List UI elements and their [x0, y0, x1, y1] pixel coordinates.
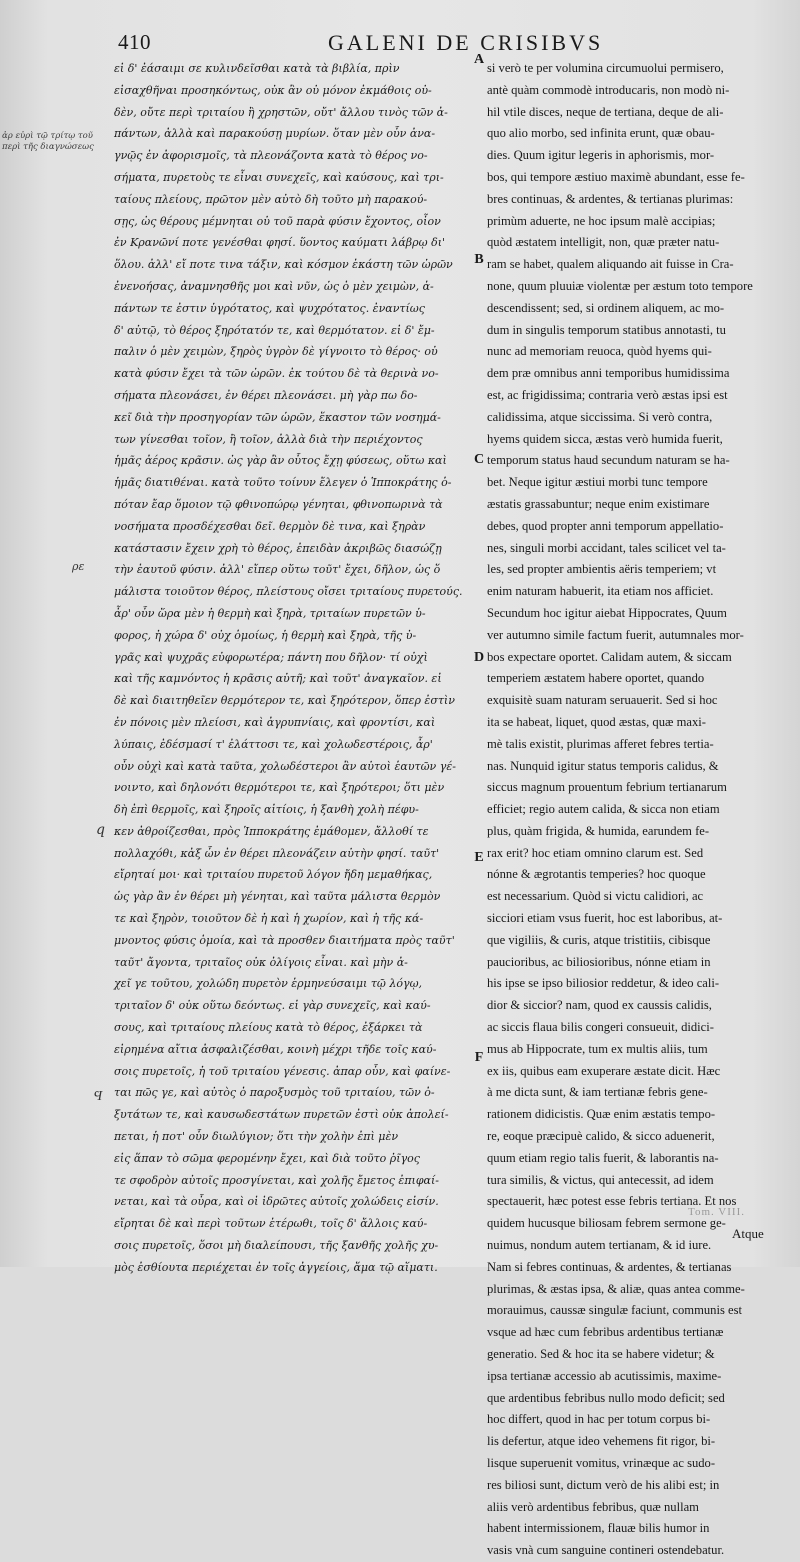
section-letter-f: F	[474, 1050, 484, 1065]
section-letter-e: E	[474, 850, 484, 865]
latin-text-line: generatio. Sed & hoc ita se habere videtur; &	[487, 1347, 715, 1362]
greek-text-line: σοις πυρετοῖς, ἡ τοῦ τριταίου γένεσις. ἀπαρ οὖν, καὶ φαίνε-	[114, 1064, 451, 1078]
section-letter-b: B	[474, 252, 484, 267]
greek-text-line: δὲν, οὔτε περὶ τριταίου ἢ χρηστῶν, οὔτ' ἄλλου τινὸς τῶν ἀ-	[114, 105, 448, 119]
greek-text-line: ταῦτ' ἄγοντα, τριταῖος οὐκ ὀλίγοις εἶναι. καὶ μὴν ἀ-	[114, 955, 408, 969]
greek-text-line: νεται, καὶ τὰ οὖρα, καὶ οἱ ἱδρῶτες αὐτοῖς χολώδεις εἰσίν.	[114, 1195, 439, 1209]
page-number: 410	[118, 30, 151, 54]
latin-text-line: mus ab Hippocrate, tum ex multis aliis, tum	[487, 1041, 708, 1056]
latin-text-line: nuimus, nondum autem tertianam, & id iure.	[487, 1238, 712, 1253]
latin-text-line: descendissent; sed, si ordinem aliquem, ac mo-	[487, 300, 725, 315]
latin-text-line: que vigiliis, & curis, atque tristitiis, cibisque	[487, 932, 711, 947]
greek-text-line: ἐν πόνοις μὲν πλείοσι, καὶ ἀγρυπνίαις, καὶ φροντίσι, καὶ	[114, 715, 436, 729]
latin-text-line: vasis vnà cum sanguine contineri ostendebatur.	[487, 1543, 725, 1558]
latin-text-line: tura similis, & victus, qui antecessit, ad idem	[487, 1172, 714, 1187]
greek-text-line: εἴρηταί μοι· καὶ τριταίου πυρετοῦ λόγον ἤδη μεμαθήκας,	[114, 868, 433, 882]
greek-text-line: δὲ καὶ διαιτηθεῖεν θερμότερον τε, καὶ ξηρότερον, ὅπερ ἐστὶν	[114, 694, 455, 708]
greek-text-line: των γίνεσθαι τοῖον, ἢ τοῖον, ἀλλὰ διὰ τὴν περιέχοντος	[114, 432, 423, 446]
latin-text-line: les, sed propter ambientis aëris temperiem; vt	[487, 562, 717, 577]
greek-text-line: δ' αὐτῷ, τὸ θέρος ξηρότατόν τε, καὶ θερμότατον. εἰ δ' ἔμ-	[114, 323, 435, 337]
latin-text-line: quidem hucusque biliosam febrem sermone ge-	[487, 1216, 726, 1231]
latin-text-line: vsque ad hæc cum febribus ardentibus tertianæ	[487, 1325, 724, 1340]
greek-text-line: κατὰ φύσιν ἔχει τὰ τῶν ὡρῶν. ἐκ τούτου δὲ τὰ θερινὰ νο-	[114, 367, 439, 381]
latin-text-line: ac siccis flaua bilis congeri consueuit, didici-	[487, 1020, 714, 1035]
greek-text-line: χεῖ γε τοῦτου, χολώδη πυρετὸν ἑρμηνεύσαιμι τῷ λόγῳ,	[114, 977, 423, 991]
latin-text-column	[487, 58, 787, 1562]
section-letter-d: D	[473, 650, 485, 665]
library-stamp: Tom. VIII.	[688, 1206, 745, 1218]
latin-text-line: aliis verò ardentibus febribus, quæ nullam	[487, 1499, 699, 1514]
greek-text-line: σήματα, πυρετοὺς τε εἶναι συνεχεῖς, καὶ καύσους, καὶ τρι-	[114, 170, 444, 184]
section-letter-a: A	[473, 52, 485, 67]
greek-text-line: εἰ δ' ἐάσαιμι σε κυλινδεῖσθαι κατὰ τὰ βιβλία, πρὶν	[114, 62, 400, 75]
greek-text-column	[114, 58, 474, 1279]
latin-text-line: quum etiam regio talis fuerit, & laborantis na-	[487, 1150, 719, 1165]
latin-text-line: re, eoque præcipuè calido, & sicco aduenerit,	[487, 1129, 715, 1144]
latin-text-line: temporum status haud secundum naturam se ha-	[487, 453, 730, 468]
greek-text-line: σήματα πλεονάσει, ἐν θέρει πλεονάσει. μὴ γὰρ πω δο-	[114, 388, 418, 402]
latin-text-line: Secundum hoc igitur aiebat Hippocrates, Quum	[487, 605, 727, 620]
greek-text-line: τε καὶ ξηρὸν, τοιοῦτον δὲ ἡ καὶ ἡ χωρίον, καὶ ἡ τῆς κά-	[114, 912, 424, 926]
latin-text-line: ram se habet, qualem aliquando ait fuisse in Cra-	[487, 257, 734, 272]
greek-text-line: καὶ τῆς καμνόντος ἡ κρᾶσις αὐτῆ; καὶ τοῦτ' ἀναγκαῖον. εἰ	[114, 672, 442, 686]
greek-text-line: δὴ ἐπὶ θερμοῖς, καὶ ξηροῖς αἰτίοις, ἡ ξανθὴ χολὴ πέφυ-	[114, 803, 419, 817]
greek-text-line: τε σφοδρὸν αὐτοῖς προσγίνεται, καὶ χολῆς ἔμετος ἐπιφαί-	[114, 1173, 440, 1187]
greek-text-line: τριταῖον δ' οὐκ οὕτω δεόντως. εἰ γὰρ συνεχεῖς, καὶ καύ-	[114, 999, 431, 1013]
latin-text-line: à me dicta sunt, & iam tertianæ febris gene-	[487, 1085, 708, 1100]
latin-text-line: calidissima, atque siccissima. Si verò contra,	[487, 409, 713, 424]
latin-text-line: mè talis existit, plurimas afferet febres tertia-	[487, 736, 714, 751]
latin-text-line: none, quum pluuiæ violentæ per æstum toto tempore	[487, 278, 753, 293]
latin-text-line: enim naturam habuerit, ita etiam nos afficiet.	[487, 584, 714, 599]
latin-text-line: dior & siccior? nam, quod ex caussis calidis,	[487, 998, 712, 1013]
latin-text-line: sicciori etiam vsus fuerit, hoc est laboribus, at-	[487, 911, 723, 926]
latin-text-line: bet. Neque igitur æstiui morbi tunc tempore	[487, 475, 708, 490]
greek-text-line: σοις πυρετοῖς, ὅσοι μὴ διαλείπουσι, τῆς ξανθῆς χολῆς χυ-	[114, 1239, 439, 1253]
latin-text-line: morauimus, caussæ singulæ faciunt, communis est	[487, 1303, 742, 1318]
greek-text-line: εἰρημένα αἴτια ἀσφαλιζέσθαι, κοινὴ μέχρι τῆδε τοῖς καύ-	[114, 1042, 437, 1056]
greek-text-line: ξυτάτων τε, καὶ καυσωδεστάτων πυρετῶν ἐστὶ οὐκ ἀπολεί-	[114, 1108, 449, 1122]
latin-text-line: his ipse se ipso biliosior reddetur, & ideo cali-	[487, 976, 720, 991]
greek-text-line: λύπαις, ἐδέσμασί τ' ἐλάττοσι τε, καὶ χολωδεστέροις, ἆρ'	[114, 737, 433, 751]
latin-text-line: nónne & ægrotantis temperies? hoc quoque	[487, 867, 706, 882]
latin-text-line: hyems quidem sicca, æstas verò humida fuerit,	[487, 431, 723, 446]
latin-text-line: efficiet; regio autem calida, & sicca non etiam	[487, 802, 720, 817]
latin-text-line: nunc ad memoriam reuoca, quòd hyems qui-	[487, 344, 712, 359]
latin-text-line: lis defertur, atque ideo vehemens fit rigor, bi-	[487, 1434, 716, 1449]
latin-text-line: quòd æstatem intelligit, non, quæ præter natu-	[487, 235, 720, 250]
latin-text-line: antè quàm commodè introducaris, non modò ni-	[487, 82, 730, 97]
greek-text-line: ἐν Κρανῶνί ποτε γενέσθαι φησί. ὕοντος καύματι λάβρῳ δι'	[114, 236, 446, 250]
latin-text-line: dem præ omnibus anni temporibus humidissima	[487, 366, 730, 381]
latin-text-line: rationem didicistis. Quæ enim æstatis tempo-	[487, 1107, 716, 1122]
greek-text-line: κατάστασιν ἔχειν χρὴ τὸ θέρος, ἐπειδὰν ἀκριβῶς διασώζῃ	[114, 541, 442, 555]
latin-text-line: ita se habeat, liquet, quod æstas, quæ maxi-	[487, 714, 706, 729]
greek-text-line: εἰσαχθῆναι προσηκόντως, οὐκ ἂν οὐ μόνον ἐκμάθοις οὐ-	[114, 83, 432, 97]
running-head: GALENI DE CRISIBVS	[328, 30, 604, 55]
greek-text-line: κεν ἀθροίζεσθαι, πρὸς Ἱπποκράτης ἐμάθομεν, ἄλλοθί τε	[114, 824, 429, 838]
latin-text-line: paucioribus, ac biliosioribus, nónne etiam in	[487, 954, 711, 969]
greek-text-line: σῃς, ὡς θέρους μέμνηται οὐ τοῦ παρὰ φύσιν ἔχοντος, οἷον	[114, 214, 441, 228]
catchword: Atque	[732, 1226, 764, 1241]
greek-text-line: γρᾶς καὶ ψυχρᾶς εὐφορωτέρα; πάντη που δῆλον· τί οὐχὶ	[114, 650, 428, 664]
greek-text-line: εἰς ἅπαν τὸ σῶμα φερομένην ἔχει, καὶ διὰ τοῦτο ῥῖγος	[114, 1151, 420, 1165]
latin-text-line: temperiem æstatem habere oportet, quando	[487, 671, 705, 686]
greek-text-line: ἆρ' οὖν ὥρα μὲν ἡ θερμὴ καὶ ξηρὰ, τριταίων πυρετῶν ὑ-	[114, 606, 426, 620]
greek-text-line: πάντων τε ἐστιν ὑγρότατος, καὶ ψυχρότατος. ἐναντίως	[114, 301, 425, 315]
greek-text-line: γνῷς ἐν ἀφορισμοῖς, τὰ πλεονάζοντα κατὰ τὸ θέρος νο-	[114, 149, 428, 163]
greek-text-line: πολλαχόθι, κἀξ ὧν ἐν θέρει πλεονάζειν αὐτὴν φησί. ταῦτ'	[114, 846, 440, 860]
latin-text-line: est necessarium. Quòd si victu calidiori, ac	[487, 889, 704, 904]
greek-text-line: πόταν ἔαρ ὅμοιον τῷ φθινοπώρῳ γένηται, φθινοπωρινὰ τὰ	[114, 497, 443, 511]
greek-text-line: νοσήματα προσδέχεσθαι δεῖ. θερμὸν δὲ τινα, καὶ ξηρὰν	[114, 519, 426, 533]
greek-text-line: πάντων, ἀλλὰ καὶ παρακούσῃ μυρίων. ὅταν μὲν οὖν ἀνα-	[114, 127, 436, 141]
latin-text-line: siccus magnum prouentum febrium tertianarum	[487, 780, 727, 795]
greek-text-line: μάλιστα τοιοῦτον θέρος, πλείστους οἴσει τριταίους πυρετούς.	[114, 585, 463, 599]
latin-text-line: que ardentibus febribus nullo modo deficit; sed	[487, 1390, 725, 1405]
latin-text-line: res biliosi sunt, dictum verò de his alibi est; in	[487, 1477, 720, 1492]
page-header	[118, 30, 778, 58]
latin-text-line: quo alio morbo, sed infinita erunt, quæ obau-	[487, 126, 715, 141]
latin-text-line: plus, quàm frigida, & humida, earundem fe-	[487, 823, 710, 838]
greek-text-line: πεται, ἡ ποτ' οὖν διωλύγιον; ὅτι τὴν χολὴν ἐπὶ μὲν	[114, 1130, 399, 1144]
latin-text-line: habent intermissionem, flauæ bilis humor in	[487, 1521, 710, 1536]
latin-text-line: si verò te per volumina circumuolui permisero,	[487, 61, 724, 75]
greek-text-line: ται πῶς γε, καὶ αὐτὸς ὁ παροξυσμὸς τοῦ τριταίου, τῶν ὀ-	[114, 1086, 435, 1100]
latin-text-line: nas. Nunquid igitur status temporis calidus, &	[487, 758, 719, 773]
section-letter-c: C	[473, 452, 485, 467]
latin-text-line: bres continuas, & ardentes, & tertianas plurimas:	[487, 191, 734, 206]
latin-text-line: ver autumno simile factum fuerit, autumnales mor-	[487, 627, 744, 642]
latin-text-line: hoc differt, quod in hac per totum corpus bi-	[487, 1412, 711, 1427]
greek-text-line: ὡς γὰρ ἂν ἐν θέρει μὴ γένηται, καὶ ταῦτα μάλιστα θερμὸν	[114, 890, 441, 904]
greek-text-line: ὅλου. ἀλλ' εἴ ποτε τινα τάξιν, καὶ κόσμον ἑκάστη τῶν ὡρῶν	[114, 258, 453, 272]
margin-mark-ligature: Ϥ	[94, 1088, 103, 1104]
greek-text-line: ταίους πλείους, πρῶτον μὲν αὐτὸ δὴ τοῦτο μὴ παρακού-	[114, 192, 428, 206]
latin-text-line: est, ac frigidissima; contraria verò æstas ipsi est	[487, 387, 728, 402]
latin-text-line: nes, singuli morbi accidant, tales scilicet vel ta-	[487, 540, 726, 555]
greek-text-line: φορος, ἡ χώρα δ' οὐχ ὁμοίως, ἡ θερμὴ καὶ ξηρὰ, τῆς ὑ-	[114, 628, 417, 642]
greek-text-line: οὖν οὐχὶ καὶ κατὰ ταῦτα, χολωδέστεροι ἂν αὐτοὶ ἑαυτῶν γέ-	[114, 759, 456, 773]
latin-text-line: rax erit? hoc etiam omnino clarum est. Sed	[487, 845, 704, 860]
greek-text-line: σους, καὶ τριταίους πλείους κατὰ τὸ θέρος, ἐξάρκει τὰ	[114, 1021, 423, 1035]
latin-text-line: spectauerit, hæc potest esse febris tertiana. Et nos	[487, 1194, 737, 1209]
latin-text-line: primùm aduerte, ne hoc ipsum malè accipias;	[487, 213, 716, 228]
latin-text-line: bos, qui tempore æstiuo maximè abundant, esse fe-	[487, 169, 745, 184]
greek-text-line: μνοντος φύσις ὁμοία, καὶ τὰ προσθεν διαιτήματα πρὸς ταῦτ'	[114, 933, 455, 947]
handwritten-margin-note: ἀρ εὐρὶ τῷ τρίτῳ τοῦ περὶ τῆς διαγνώσεως	[2, 131, 94, 152]
latin-text-line: æstatis grassabuntur; neque enim existimare	[487, 496, 710, 511]
greek-text-line: παλιν ὁ μὲν χειμὼν, ξηρὸς ὑγρὸν δὲ γίγνοιτο τὸ θέρος· οὐ	[114, 345, 438, 359]
latin-text-line: dum in singulis temporum statibus annotasti, tu	[487, 322, 726, 337]
latin-text-line: lisque superuenit vomitus, vrinæque ac sudo-	[487, 1456, 716, 1470]
latin-text-line: debes, quod propter anni temporum appellatio-	[487, 518, 724, 533]
greek-text-line: κεῖ διὰ τὴν προσηγορίαν τῶν ὡρῶν, ἕκαστον τῶν νοσημά-	[114, 410, 441, 424]
latin-text-line: plurimas, & æstas ipsa, & aliæ, quas antea comme-	[487, 1281, 745, 1296]
latin-text-line: bos expectare oportet. Calidam autem, & siccam	[487, 649, 732, 664]
margin-mark-q: q	[96, 822, 105, 838]
greek-text-line: ἡμᾶς ἀέρος κρᾶσιν. ὡς γὰρ ἂν οὗτος ἔχῃ φύσεως, οὕτω καὶ	[114, 454, 447, 468]
latin-text-line: ex iis, quibus eam exuperare æstate dicit. Hæc	[487, 1063, 721, 1078]
latin-text-line: dies. Quum igitur legeris in aphorismis, mor-	[487, 148, 715, 163]
greek-text-line: μὸς ἐσθίουτα περιέχεται ἐν τοῖς ἀγγείοις, ἅμα τῷ αἵματι.	[114, 1260, 438, 1274]
greek-text-line: τὴν ἑαυτοῦ φύσιν. ἀλλ' εἴπερ οὕτω τοῦτ' ἔχει, δῆλον, ὡς ὅ	[114, 563, 441, 577]
greek-text-line: εἴρηται δὲ καὶ περὶ τοῦτων ἑτέρωθι, τοῖς δ' ἄλλοις καύ-	[114, 1217, 428, 1231]
greek-text-line: ἐνενοήσας, ἀναμνησθῆς μοι καὶ νῦν, ὡς ὁ μὲν χειμὼν, ἁ-	[114, 279, 434, 293]
latin-text-line: exquisitè suam naturam seruauerit. Sed si hoc	[487, 693, 718, 708]
margin-mark-re: ρε	[72, 560, 85, 573]
greek-text-line: νοιντο, καὶ δηλονότι θερμότεροι τε, καὶ ξηρότεροι; ὅτι μὲν	[114, 781, 445, 795]
latin-text-line: ipsa tertianæ accessio ab acutissimis, maxime-	[487, 1368, 722, 1383]
latin-text-line: Nam si febres continuas, & ardentes, & tertianas	[487, 1259, 732, 1274]
greek-text-line: ἡμᾶς διατιθέναι. κατὰ τοῦτο τοίνυν ἔλεγεν ὁ Ἱπποκράτης ὁ-	[114, 476, 452, 490]
latin-text-line: hil vtile disces, neque de tertiana, deque de ali-	[487, 104, 724, 119]
